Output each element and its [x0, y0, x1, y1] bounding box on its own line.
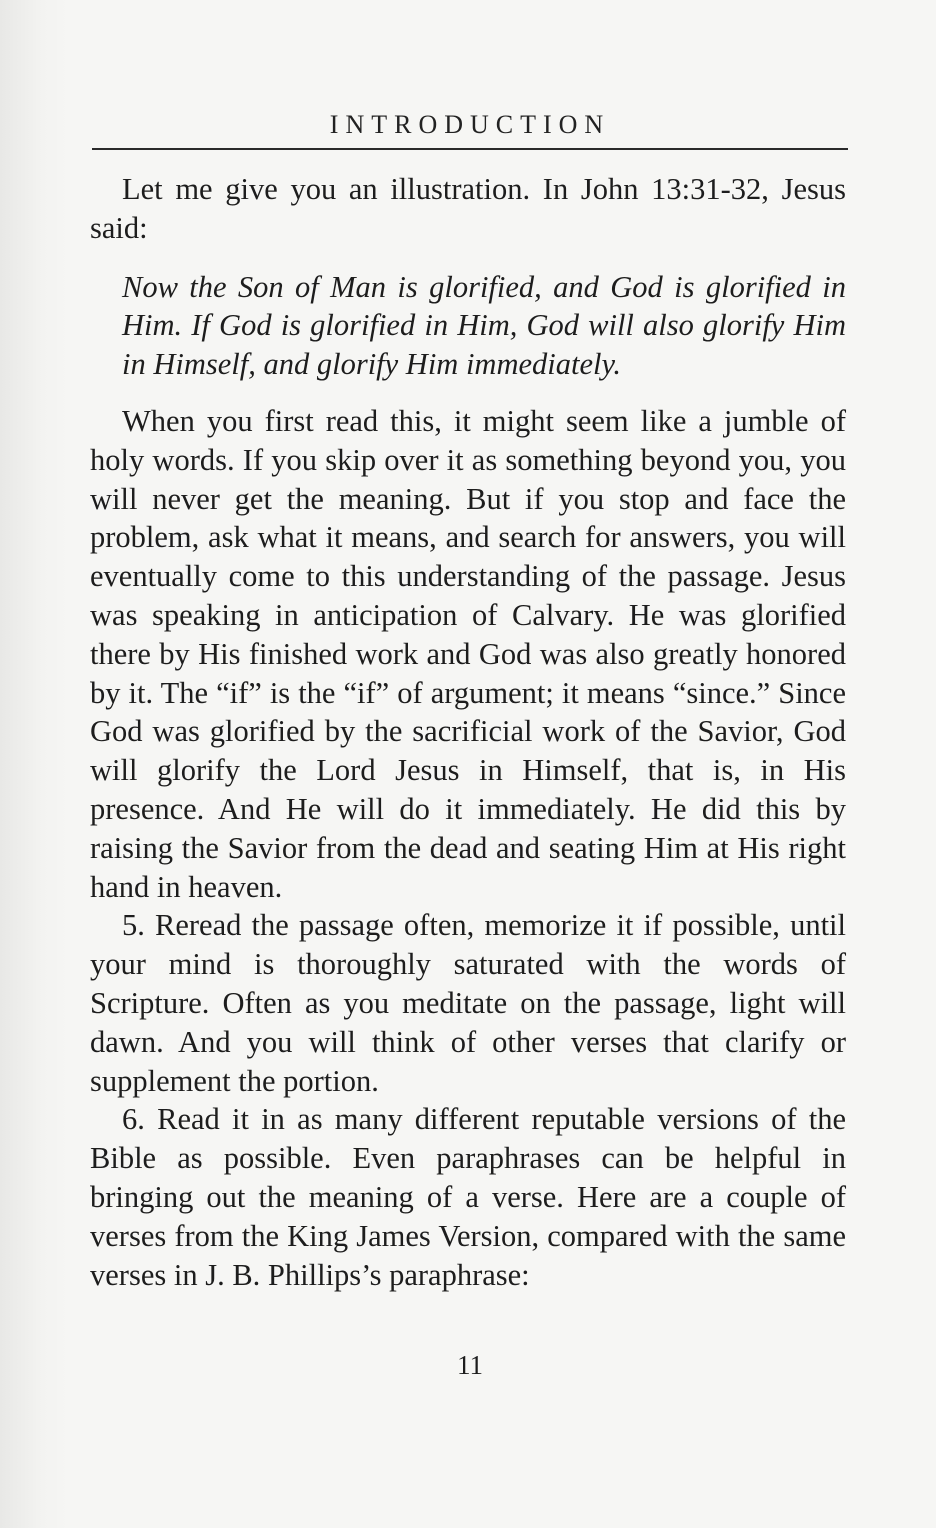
- header-rule: [92, 148, 848, 150]
- page-body: [90, 170, 846, 1294]
- paragraph-explanation: When you first read this, it might seem like a jumble of holy words. If you skip over it as something beyond you, you will never get the meaning. But if you stop and face the problem, ask what it means, and search for answers, you will eventually come to this understanding of the passage. Jesus was speaking in anticipation of Calvary. He was glorified there by His finished work and God was also greatly honored by it. The “if” is the “if” of argument; it means “since.” Since God was glorified by the sacrificial work of the Savior, God will glorify the Lord Jesus in Himself, that is, in His presence. And He will do it immediately. He did this by raising the Savior from the dead and seating Him at His right hand in heaven.: [90, 403, 846, 904]
- page-number: 11: [457, 1350, 483, 1380]
- paragraph-step-5: 5. Reread the passage often, memorize it if possible, until your mind is thoroughly saturated with the words of Scripture. Often as you meditate on the passage, light will dawn. And you will think of other verses that clarify or supplement the portion.: [90, 908, 846, 1098]
- page-gutter-shadow: [0, 0, 70, 1528]
- scripture-quote: Now the Son of Man is glorified, and God is glorified in Him. If God is glorified in Him, God will also glorify Him in Himself, and glorify Him immediately.: [122, 269, 846, 382]
- paragraph-intro: Let me give you an illustration. In John 13:31-32, Jesus said:: [90, 172, 846, 245]
- paragraph-step-6: 6. Read it in as many different reputable versions of the Bible as possible. Even paraphrases can be helpful in bringing out the meaning of a verse. Here are a couple of verses from the King James Version, compared with the same verses in J. B. Phillips’s paraphrase:: [90, 1102, 846, 1292]
- running-header: INTRODUCTION: [329, 110, 611, 139]
